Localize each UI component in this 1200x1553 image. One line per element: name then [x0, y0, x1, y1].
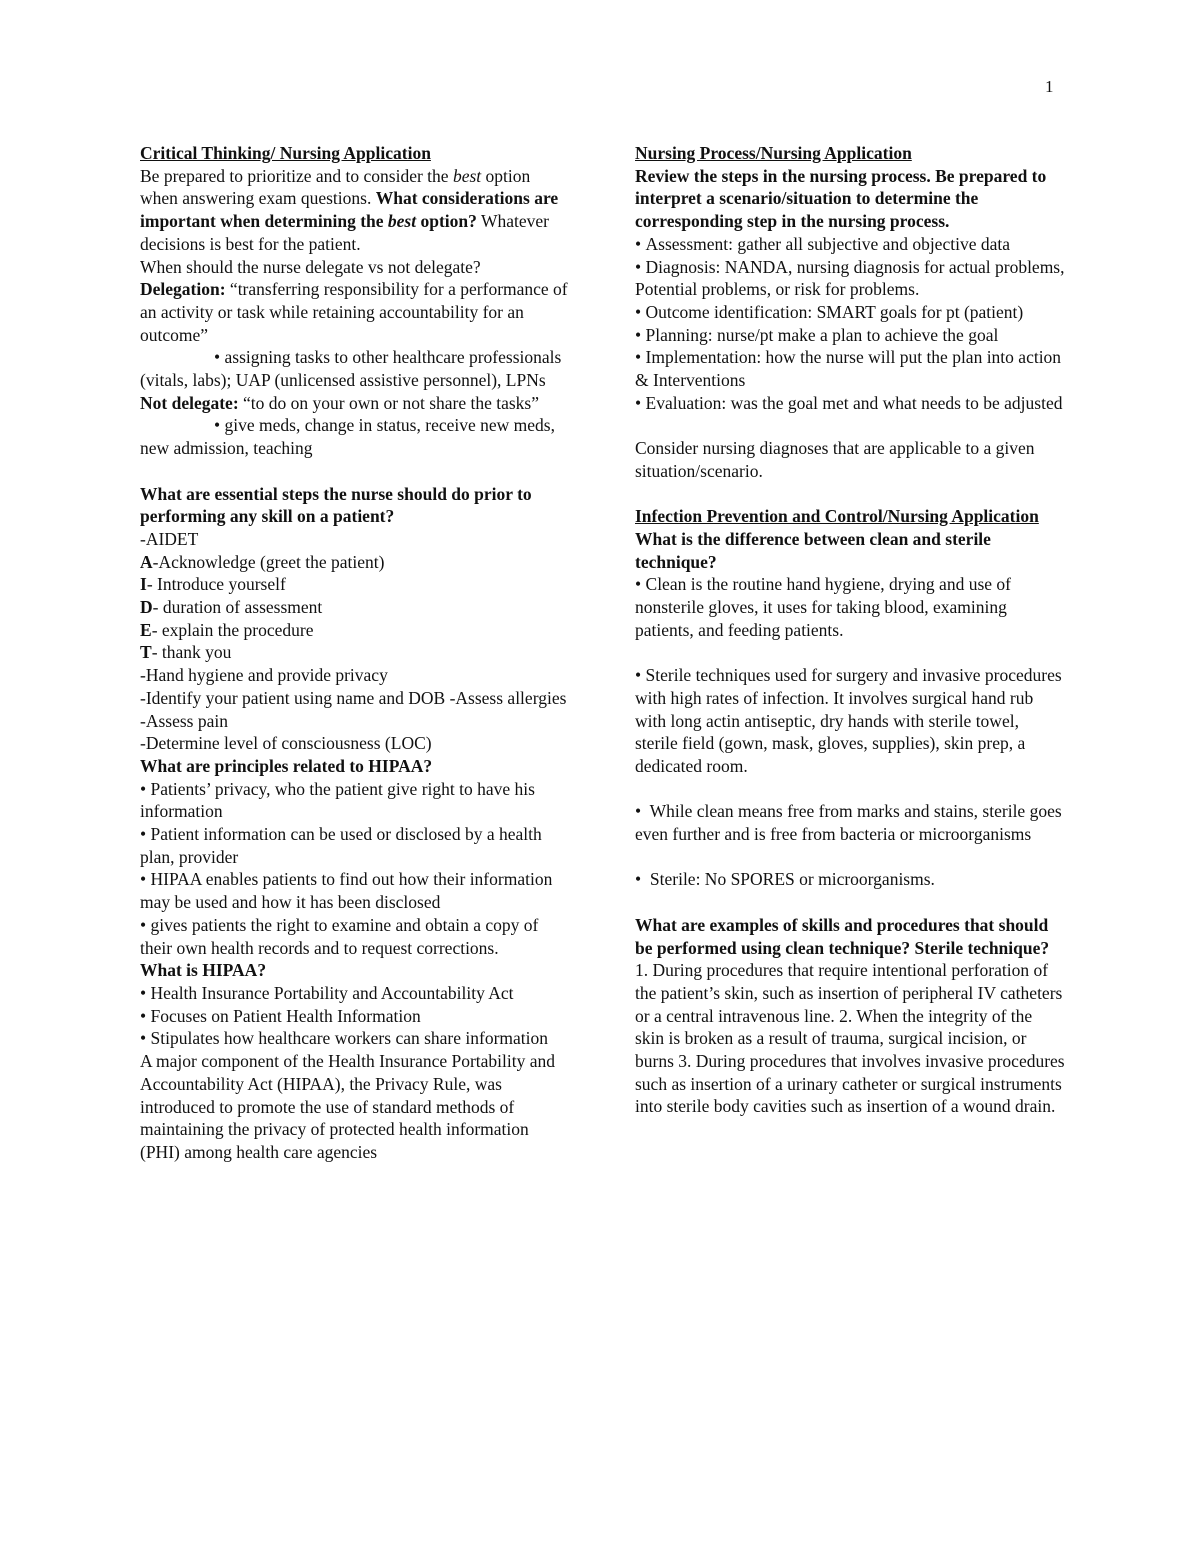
step-line: -Identify your patient using name and DOB -Assess allergies — [140, 687, 567, 708]
hipaa-principle: • gives patients the right to examine and obtain a copy of their own health records and to request corrections. — [140, 914, 568, 959]
skills-question: What are essential steps the nurse should do prior to performing any skill on a patient? — [140, 483, 532, 527]
process-step: • Outcome identification: SMART goals for pt (patient) — [635, 301, 1065, 324]
what-is-hipaa-question: What is HIPAA? — [140, 960, 267, 981]
process-step: • Evaluation: was the goal met and what needs to be adjusted — [635, 392, 1065, 415]
aidet-item: I- Introduce yourself — [140, 574, 286, 595]
clean-technique-bullet: • Clean is the routine hand hygiene, drying and use of nonsterile gloves, it uses for taking blood, examining patients, and feeding patients. — [635, 573, 1065, 641]
consider-diagnoses: Consider nursing diagnoses that are applicable to a given situation/scenario. — [635, 438, 1035, 481]
sterile-technique-bullet: • Sterile techniques used for surgery and invasive procedures with high rates of infection. It involves surgical hand rub with long actin antiseptic, dry hands with sterile towel, sterile field (gown, mask, gloves, supplies), skin prep, a dedicated room. — [635, 664, 1065, 778]
step-line: -Hand hygiene and provide privacy — [140, 665, 388, 686]
examples-answer: 1. During procedures that require intentional perforation of the patient’s skin, such as insertion of peripheral IV catheters or a central intravenous line. 2. When the integrity of the skin is broken as a result of trauma, surgical incision, or burns 3. During procedures that involves invasive procedures such as insertion of a urinary catheter or surgical instruments into sterile body cavities such as insertion of a wound drain. — [635, 960, 1065, 1117]
process-step: • Assessment: gather all subjective and objective data — [635, 233, 1065, 256]
process-step: • Implementation: how the nurse will put the plan into action & Interventions — [635, 346, 1065, 391]
process-step: • Diagnosis: NANDA, nursing diagnosis for actual problems, Potential problems, or risk for problems. — [635, 256, 1065, 301]
clean-vs-sterile-question: What is the difference between clean and sterile technique? — [635, 528, 991, 572]
hipaa-principle: • Patients’ privacy, who the patient give right to have his information — [140, 778, 568, 823]
clean-sterile-difference-bullet: • While clean means free from marks and stains, sterile goes even further and is free from bacteria or microorganisms — [635, 800, 1065, 845]
step-line: -Assess pain — [140, 710, 228, 731]
hipaa-principles-question: What are principles related to HIPAA? — [140, 755, 433, 776]
hipaa-summary: A major component of the Health Insurance Portability and Accountability Act (HIPAA), the Privacy Rule, was introduced to promote the use of standard methods of maintaining the privacy of protected health information (PHI) among health care agencies — [140, 1051, 556, 1162]
page-number: 1 — [1045, 77, 1054, 96]
nursing-process-intro: Review the steps in the nursing process. Be prepared to interpret a scenario/situation to determine the corresponding step in the nursing process. — [635, 165, 1047, 232]
hipaa-principle: • Patient information can be used or disclosed by a health plan, provider — [140, 823, 568, 868]
process-step: • Planning: nurse/pt make a plan to achieve the goal — [635, 324, 1065, 347]
infection-heading: Infection Prevention and Control/Nursing Application — [635, 506, 1039, 527]
sterile-spores-bullet: • Sterile: No SPORES or microorganisms. — [635, 868, 1065, 891]
aidet-item: D- duration of assessment — [140, 597, 323, 618]
not-delegate-definition: Not delegate: “to do on your own or not share the tasks” — [140, 392, 540, 413]
examples-question: What are examples of skills and procedures that should be performed using clean technique? Sterile technique? — [635, 914, 1050, 958]
step-line: -Determine level of consciousness (LOC) — [140, 733, 432, 754]
critical-thinking-paragraph: Be prepared to prioritize and to consider the best option when answering exam questions. What considerations are important when determining the best option? Whatever decisions is best for the patient. — [140, 165, 559, 254]
aidet-item: T- thank you — [140, 642, 232, 663]
nursing-process-heading: Nursing Process/Nursing Application — [635, 143, 912, 163]
aidet-item: E- explain the procedure — [140, 619, 314, 640]
hipaa-principle: • HIPAA enables patients to find out how their information may be used and how it has been disclosed — [140, 868, 568, 913]
left-column — [140, 142, 568, 1164]
delegation-bullet: • assigning tasks to other healthcare professionals (vitals, labs); UAP (unlicensed assistive personnel), LPNs — [140, 346, 568, 391]
aidet-item: A-Acknowledge (greet the patient) — [140, 551, 385, 572]
aidet-label: -AIDET — [140, 528, 199, 549]
delegation-definition: Delegation: “transferring responsibility for a performance of an activity or task while retaining accountability for an outcome” — [140, 279, 568, 345]
right-column — [635, 142, 1065, 1118]
not-delegate-bullet: • give meds, change in status, receive new meds, new admission, teaching — [140, 414, 568, 459]
delegate-question: When should the nurse delegate vs not delegate? — [140, 256, 481, 277]
hipaa-fact: • Focuses on Patient Health Information — [140, 1005, 568, 1028]
hipaa-fact: • Health Insurance Portability and Accountability Act — [140, 982, 568, 1005]
hipaa-fact: • Stipulates how healthcare workers can share information — [140, 1027, 568, 1050]
critical-thinking-heading: Critical Thinking/ Nursing Application — [140, 143, 431, 163]
